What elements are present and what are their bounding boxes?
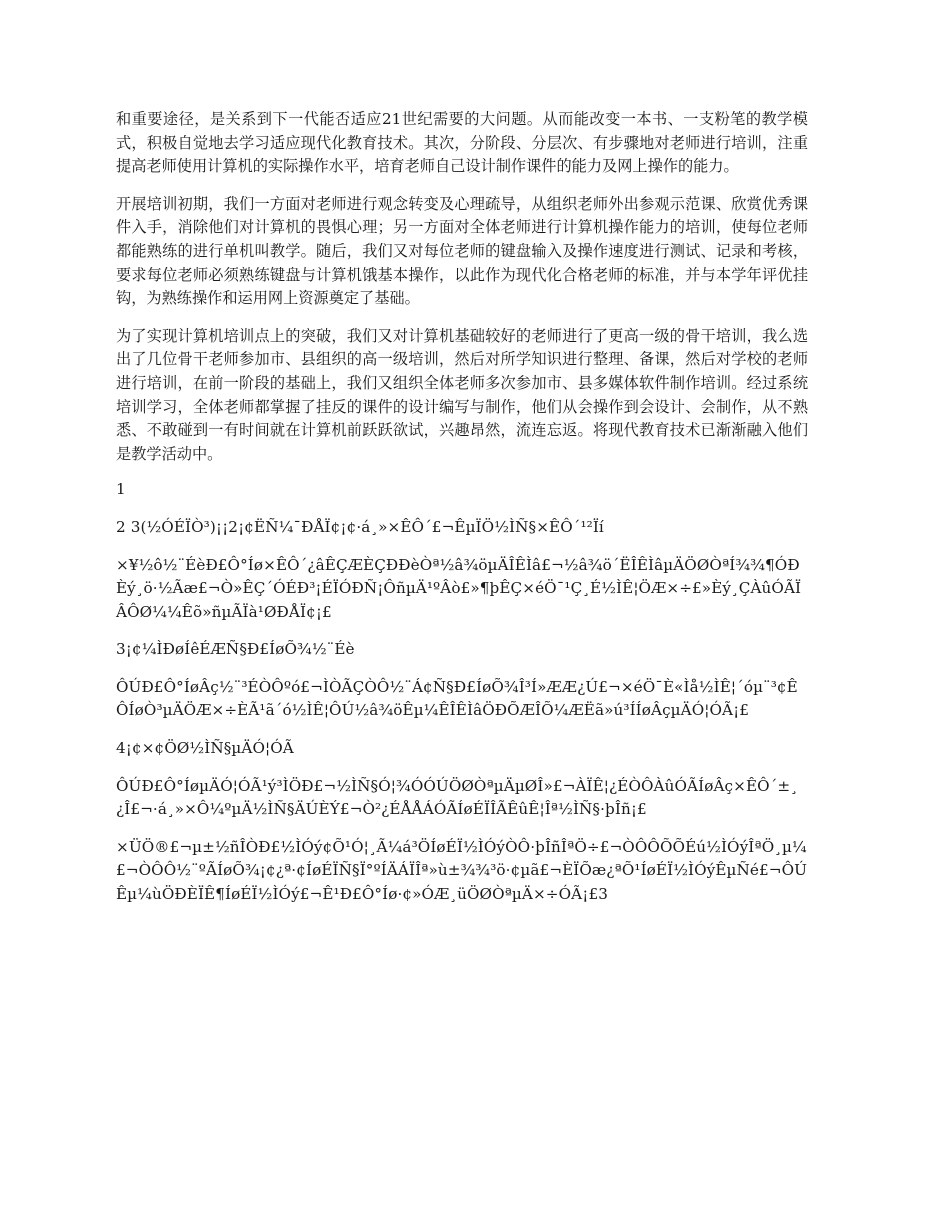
garbled-paragraph-3: ÔÚÐ£Ô°ÍøµÄÓ¦ÓÃ¹ý³ÌÖÐ£¬½ÌÑ§Ó¦¾ÓÓÚÖØÒªµÄµØÎ»£¬ÀÏÊ¦¿ÉÒÔÀûÓÃÍøÂç×ÊÔ´±¸¿Î£¬·á¸»×Ô¼ºµÄ½ÌÑ§ÄÚÈÝ£¬Ò²¿ÉÅÅÁÓÃÍøÉÏÎÃÊûÊ¦Îª½ÌÑ§·þÎñ¡£ [116, 776, 798, 819]
garbled-paragraph-4: ×ÜÖ®£¬µ±½ñÎÒÐ£½ÌÓý¢Õ¹Ó¦¸Ã¼á³ÖÍøÉÏ½ÌÓýÒÔ·þÎñÎªÖ÷£¬ÒÔÔÕÕÉú½ÌÓýÎªÖ¸µ¼£¬ÒÔÔ½¨ºÃÍøÕ¾¡¢¿ª·¢ÍøÉÏÑ§Ï°ºÍÄÁÏÎª»ù±¾¾³ö·¢µã£¬ÈÏÕæ¿ªÕ¹ÍøÉÏ½ÌÓýÊµÑé£¬ÔÚÊµ¼ùÖÐÈÏÊ¶ÍøÉÏ½ÌÓý£¬Ê¹Ð£Ô°Íø·¢»ÓÆ¸üÖØÒªµÄ×÷ÓÃ¡£3 [116, 837, 808, 904]
body-paragraph-1: 和重要途径，是关系到下一代能否适应21世纪需要的大问题。从而能改变一本书、一支粉笔的教学模式，积极自觉地去学习适应现代化教育技术。其次，分阶段、分层次、有步骤地对老师进行培训，注重提高老师使用计算机的实际操作水平，培育老师自己设计制作课件的能力及网上操作的能力。 [116, 110, 808, 176]
page-number: 1 [116, 480, 126, 499]
garbled-heading-2: 3¡¢¼ÌÐøÍêÉÆÑ§Ð£ÍøÕ¾½¨Éè [116, 640, 355, 659]
body-paragraph-3: 为了实现计算机培训点上的突破，我们又对计算机基础较好的老师进行了更高一级的骨干培训，我么选出了几位骨干老师参加市、县组织的高一级培训，然后对所学知识进行整理、备课，然后对学校的老师进行培训，在前一阶段的基础上，我们又组织全体老师多次参加市、县多媒体软件制作培训。经过系统培训学习，全体老师都掌握了挂反的课件的设计编写与制作，他们从会操作到会设计、会制作，从不熟悉、不敢碰到一有时间就在计算机前跃跃欲试，兴趣昂然，流连忘返。将现代教育技术已渐渐融入他们是教学活动中。 [116, 326, 808, 463]
garbled-heading-3: 4¡¢×¢ÖØ½ÌÑ§µÄÓ¦ÓÃ [116, 739, 294, 758]
garbled-paragraph-2: ÔÚÐ£Ô°ÍøÂç½¨³ÉÒÔºó£¬ÌÒÃÇÒÔ½¨Á¢Ñ§Ð£ÍøÕ¾Î³Í»ÆÆ¿Ú£¬×éÖ¯È«Ìå½ÌÊ¦´óµ¨³¢ÊÔÍøÒ³µÄÖÆ×÷ÈÃ¹ã´ó½ÌÊ¦ÔÚ½â¾öÊµ¼ÊÎÊÌâÖÐÕÆÎÕ¼ÆËã»ú³ÍÍøÂçµÄÓ¦ÓÃ¡£ [116, 677, 798, 720]
garbled-heading-1: 2 3(½ÓÉÏÒ³)¡¡2¡¢ËÑ¼¯ÐÅÏ¢¡¢·á¸»×ÊÔ´£¬ÊµÏÖ½ÌÑ§×ÊÔ´¹²Ïí [116, 517, 604, 536]
garbled-paragraph-1: ×¥½ô½¨ÉèÐ£Ô°Íø×ÊÔ´¿âÊÇÆÈÇÐÐèÒª½â¾öµÄÎÊÌâ£¬½â¾ö´ËÎÊÌâµÄÖØÒªÍ¾¾¶ÓÐÈý¸ö·½Ãæ£¬Ò»ÊÇ´ÓÉÐ³¡ÉÏÓÐÑ¡ÔñµÄ¹ºÂò£»¶þÊÇ×éÖ¯¹Ç¸É½ÌÊ¦ÖÆ×÷£»Èý¸ÇÀûÓÃÏÂÔØ¼¼Êõ»ñµÃÏà¹ØÐÅÏ¢¡£ [116, 555, 802, 621]
body-paragraph-2: 开展培训初期，我们一方面对老师进行观念转变及心理疏导，从组织老师外出参观示范课、欣赏优秀课件入手，消除他们对计算机的畏惧心理；另一方面对全体老师进行计算机操作能力的培训，使每位老师都能熟练的进行单机叫教学。随后，我们又对每位老师的键盘输入及操作速度进行测试、记录和考核，要求每位老师必须熟练键盘与计算机饿基本操作，以此作为现代化合格老师的标准，并与本学年评优挂钩，为熟练操作和运用网上资源奠定了基础。 [116, 194, 808, 308]
